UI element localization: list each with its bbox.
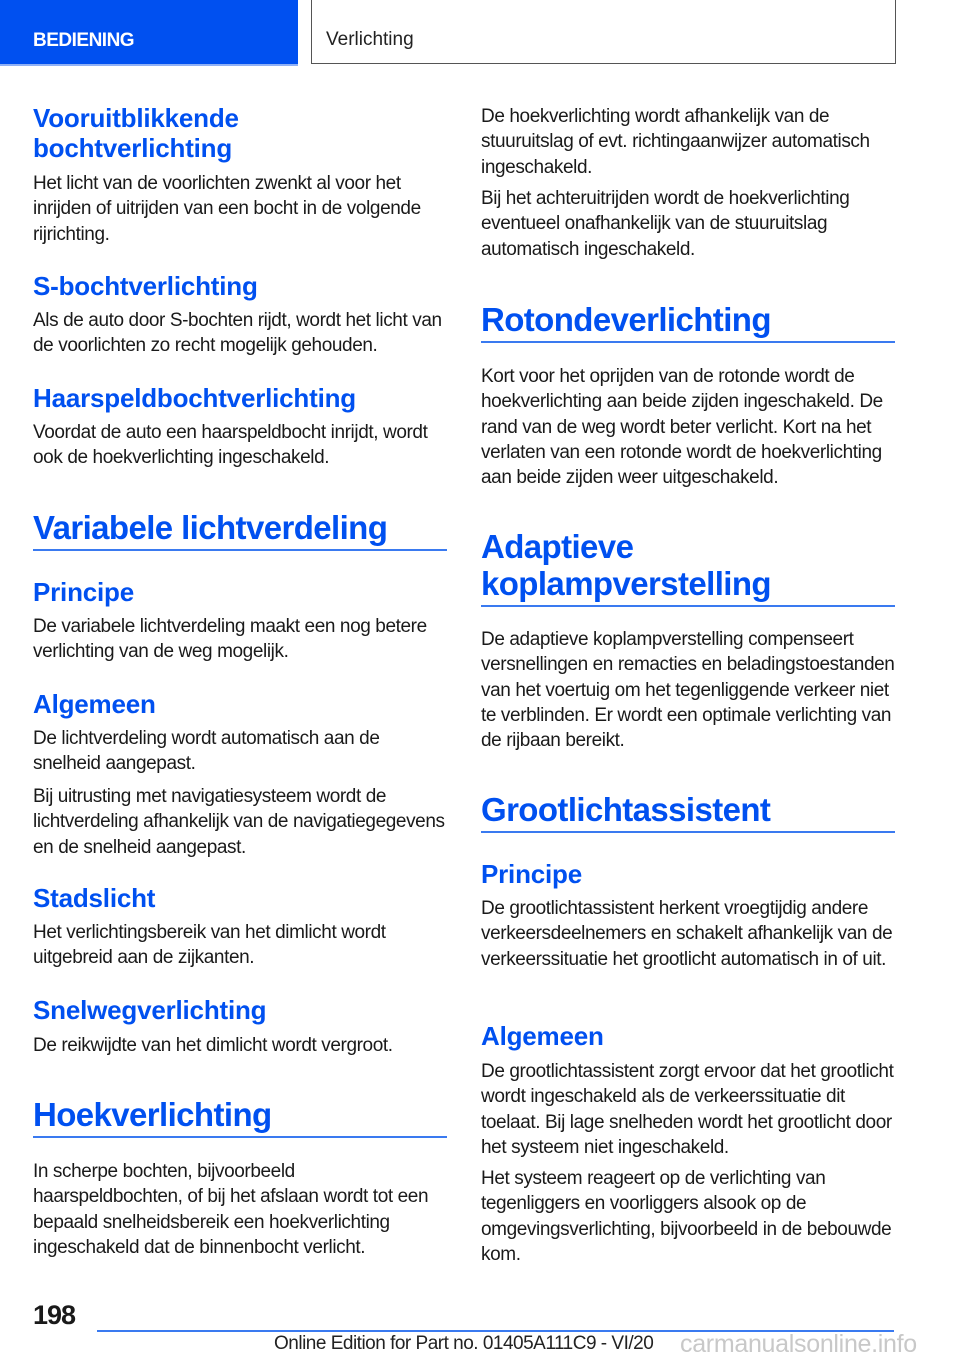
paragraph: De grootlichtassistent zorgt ervoor dat het grootlicht wordt ingeschakeld als de verkeerssituatie dit toelaat. Bij lage snelheden wordt het grootlicht door het systeem niet ingeschakeld. [481,1061,894,1158]
heading-stadslicht: Stadslicht [33,883,156,913]
chapter-label: Verlichting [326,29,414,50]
watermark: carmanualsonline.info [680,1330,917,1358]
heading-s-bocht: S-bochtverlichting [33,271,258,301]
section-label: BEDIENING [33,30,135,51]
heading-variabele-lichtverdeling: Variabele lichtverdeling [33,509,447,551]
paragraph: Het licht van de voorlichten zwenkt al voor het inrijden of uitrijden van een bocht in de volgende rijrichting. [33,173,421,245]
heading-haarspeld: Haarspeldbochtverlichting [33,383,356,413]
paragraph: Bij het achteruitrijden wordt de hoekverlichting eventueel onafhankelijk van de stuuruitslag automatisch ingeschakeld. [481,188,850,260]
paragraph: Bij uitrusting met navigatiesysteem wordt de lichtverdeling afhankelijk van de navigatiegegevens en de snelheid aangepast. [33,786,445,858]
page-number: 198 [33,1300,76,1330]
heading-grootlichtassistent: Grootlichtassistent [481,791,895,833]
section-tab [0,0,298,66]
heading-hoekverlichting: Hoekverlichting [33,1096,447,1138]
chapter-tab [311,0,896,64]
paragraph: Voordat de auto een haarspeldbocht inrijdt, wordt ook de hoekverlichting ingeschakeld. [33,422,428,469]
paragraph: Als de auto door S-bochten rijdt, wordt het licht van de voorlichten zo recht mogelijk gehouden. [33,310,442,357]
paragraph: Het systeem reageert op de verlichting van tegenliggers en voorliggers alsook op de omgevingsverlichting, bijvoorbeeld in de bebouwde kom. [481,1168,892,1265]
paragraph: In scherpe bochten, bijvoorbeeld haarspeldbochten, of bij het afslaan wordt tot een bepaald snelheidsbereik een hoekverlichting ingeschakeld dat de binnenbocht verlicht. [33,1161,429,1258]
heading-adaptieve: Adaptieve koplampverstelling [481,528,895,607]
paragraph: De grootlichtassistent herkent vroegtijdig andere verkeersdeelnemers en schakelt afhankelijk van de verkeerssituatie het grootlicht automatisch in of uit. [481,898,893,970]
heading-principe: Principe [481,859,582,889]
paragraph: De variabele lichtverdeling maakt een nog betere verlichting van de weg mogelijk. [33,616,427,663]
paragraph: De hoekverlichting wordt afhankelijk van de stuuruitslag of evt. richtingaanwijzer automatisch ingeschakeld. [481,106,870,178]
heading-vooruitblikkende: Vooruitblikkende bochtverlichting [33,103,239,163]
edition-text: Online Edition for Part no. 01405A111C9 - VI/20 [274,1333,654,1354]
heading-algemeen: Algemeen [481,1021,604,1051]
paragraph: De reikwijdte van het dimlicht wordt vergroot. [33,1035,393,1056]
paragraph: Kort voor het oprijden van de rotonde wordt de hoekverlichting aan beide zijden ingeschakeld. De rand van de weg wordt beter verlicht. Kort na het verlaten van een rotonde wordt de hoekverlichting aan beide zijden weer uitgeschakeld. [481,366,883,489]
heading-rotondeverlichting: Rotondeverlichting [481,301,895,343]
paragraph: De lichtverdeling wordt automatisch aan de snelheid aangepast. [33,728,380,775]
heading-algemeen: Algemeen [33,689,156,719]
paragraph: Het verlichtingsbereik van het dimlicht wordt uitgebreid aan de zijkanten. [33,922,386,969]
paragraph: De adaptieve koplampverstelling compenseert versnellingen en remacties en beladingstoestanden van het voertuig om het tegenliggende verkeer niet te verblinden. Er wordt een optimale verlichting van de rijbaan bereikt. [481,629,895,752]
heading-principe: Principe [33,577,134,607]
heading-snelweg: Snelwegverlichting [33,995,267,1025]
